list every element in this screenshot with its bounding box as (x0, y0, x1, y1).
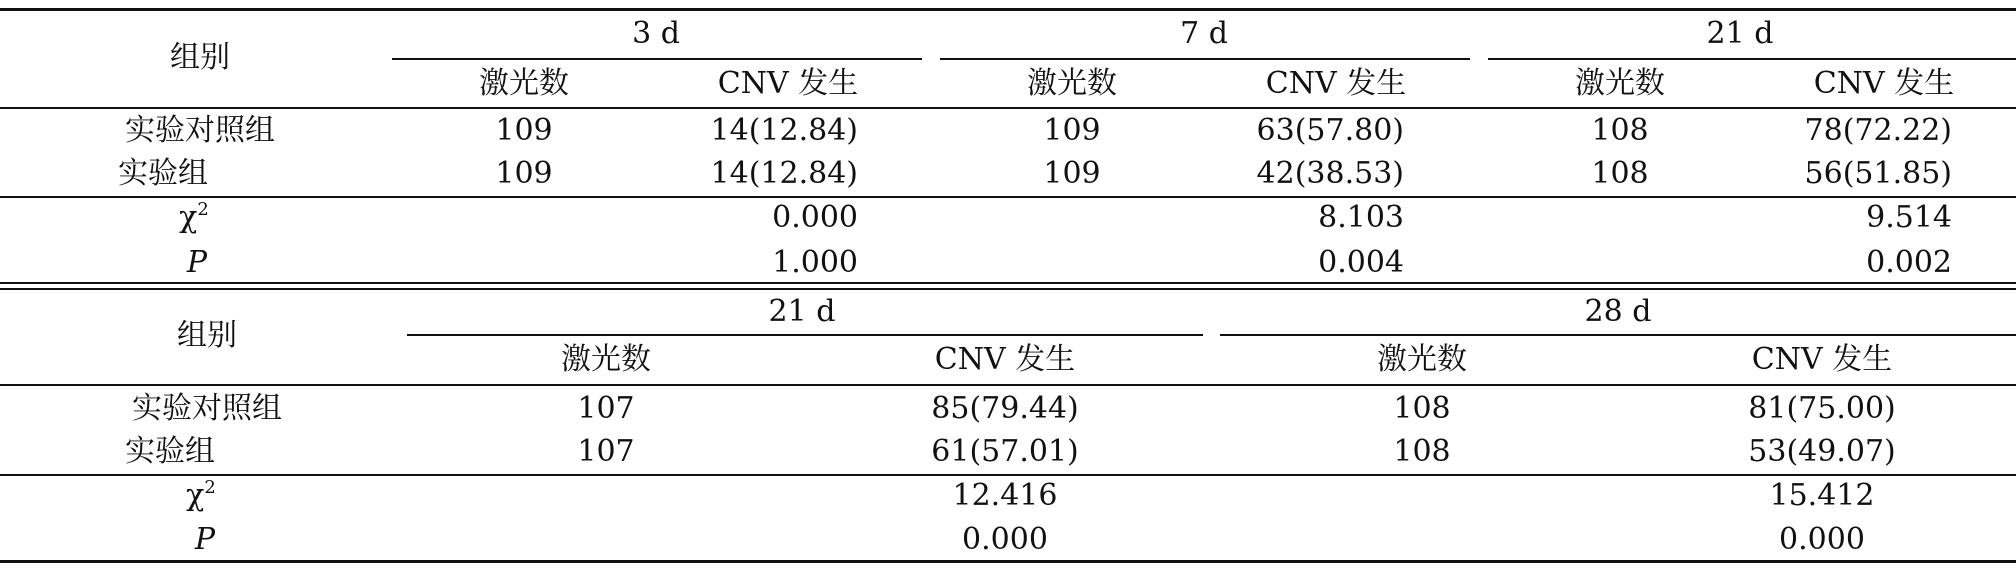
col-header-cnv-28d: CNV 发生 (1751, 342, 1893, 377)
col-header-laser-21d: 激光数 (1575, 66, 1665, 101)
cell-laser-21d: 107 (577, 391, 635, 426)
cell-laser-28d: 108 (1393, 391, 1451, 426)
double-rule-upper (0, 282, 2016, 284)
row-group-label: 实验对照组 (125, 113, 275, 148)
p-value-21d: 0.002 (1866, 245, 1952, 280)
span-rule-7d (940, 58, 1470, 60)
cell-laser-21d: 108 (1591, 113, 1649, 148)
time-header-7d: 7 d (1180, 16, 1228, 51)
chi-square-3d: 0.000 (772, 200, 858, 235)
p-value-28d: 0.000 (1779, 522, 1865, 557)
col-header-cnv-21d: CNV 发生 (934, 342, 1076, 377)
row-group-label: 实验组 (125, 434, 215, 469)
time-header-21d: 21 d (768, 294, 836, 329)
chi-square-7d: 8.103 (1318, 200, 1404, 235)
col-header-laser-21d: 激光数 (561, 342, 651, 377)
p-value-21d: 0.000 (962, 522, 1048, 557)
double-rule-lower (0, 288, 2016, 290)
chi-square-21d: 9.514 (1866, 200, 1952, 235)
cell-laser-7d: 109 (1043, 113, 1101, 148)
cell-laser-21d: 108 (1591, 156, 1649, 191)
chi-square-28d: 15.412 (1769, 478, 1875, 513)
chi-square-label: $\chi^2$ (179, 199, 209, 235)
cell-cnv-21d: 78(72.22) (1804, 113, 1952, 148)
row-group-label: 实验对照组 (132, 391, 282, 426)
cell-laser-21d: 107 (577, 434, 635, 469)
time-header-21d: 21 d (1706, 16, 1774, 51)
top-rule (0, 8, 2016, 11)
p-value-3d: 1.000 (772, 245, 858, 280)
cell-cnv-3d: 14(12.84) (710, 156, 858, 191)
cell-laser-3d: 109 (495, 113, 553, 148)
span-rule-3d (392, 58, 922, 60)
p-value-label: P (194, 522, 216, 557)
group-header: 组别 (177, 318, 237, 353)
stats-rule (0, 196, 2016, 198)
span-rule-21d (1488, 58, 2016, 60)
cell-cnv-7d: 42(38.53) (1256, 156, 1404, 191)
cell-cnv-21d: 56(51.85) (1804, 156, 1952, 191)
col-header-laser-28d: 激光数 (1377, 342, 1467, 377)
row-group-label: 实验组 (118, 156, 208, 191)
cell-cnv-28d: 81(75.00) (1748, 391, 1896, 426)
p-value-label: P (186, 245, 208, 280)
span-rule-28d (1220, 334, 2016, 336)
cell-cnv-21d: 61(57.01) (931, 434, 1079, 469)
header-rule (0, 107, 2016, 109)
time-header-28d: 28 d (1584, 294, 1652, 329)
p-value-7d: 0.004 (1318, 245, 1404, 280)
cell-cnv-28d: 53(49.07) (1748, 434, 1896, 469)
col-header-cnv-21d: CNV 发生 (1813, 66, 1955, 101)
col-header-cnv-7d: CNV 发生 (1265, 66, 1407, 101)
header-rule (0, 384, 2016, 386)
bottom-rule (0, 560, 2016, 563)
cell-laser-28d: 108 (1393, 434, 1451, 469)
col-header-laser-7d: 激光数 (1027, 66, 1117, 101)
cell-laser-3d: 109 (495, 156, 553, 191)
span-rule-21d (407, 334, 1203, 336)
col-header-cnv-3d: CNV 发生 (717, 66, 859, 101)
chi-square-21d: 12.416 (952, 478, 1058, 513)
group-header: 组别 (170, 40, 230, 75)
chi-square-label: $\chi^2$ (186, 477, 216, 513)
time-header-3d: 3 d (632, 16, 680, 51)
cell-laser-7d: 109 (1043, 156, 1101, 191)
cell-cnv-21d: 85(79.44) (931, 391, 1079, 426)
cell-cnv-7d: 63(57.80) (1256, 113, 1404, 148)
cell-cnv-3d: 14(12.84) (710, 113, 858, 148)
col-header-laser-3d: 激光数 (479, 66, 569, 101)
stats-rule (0, 474, 2016, 476)
